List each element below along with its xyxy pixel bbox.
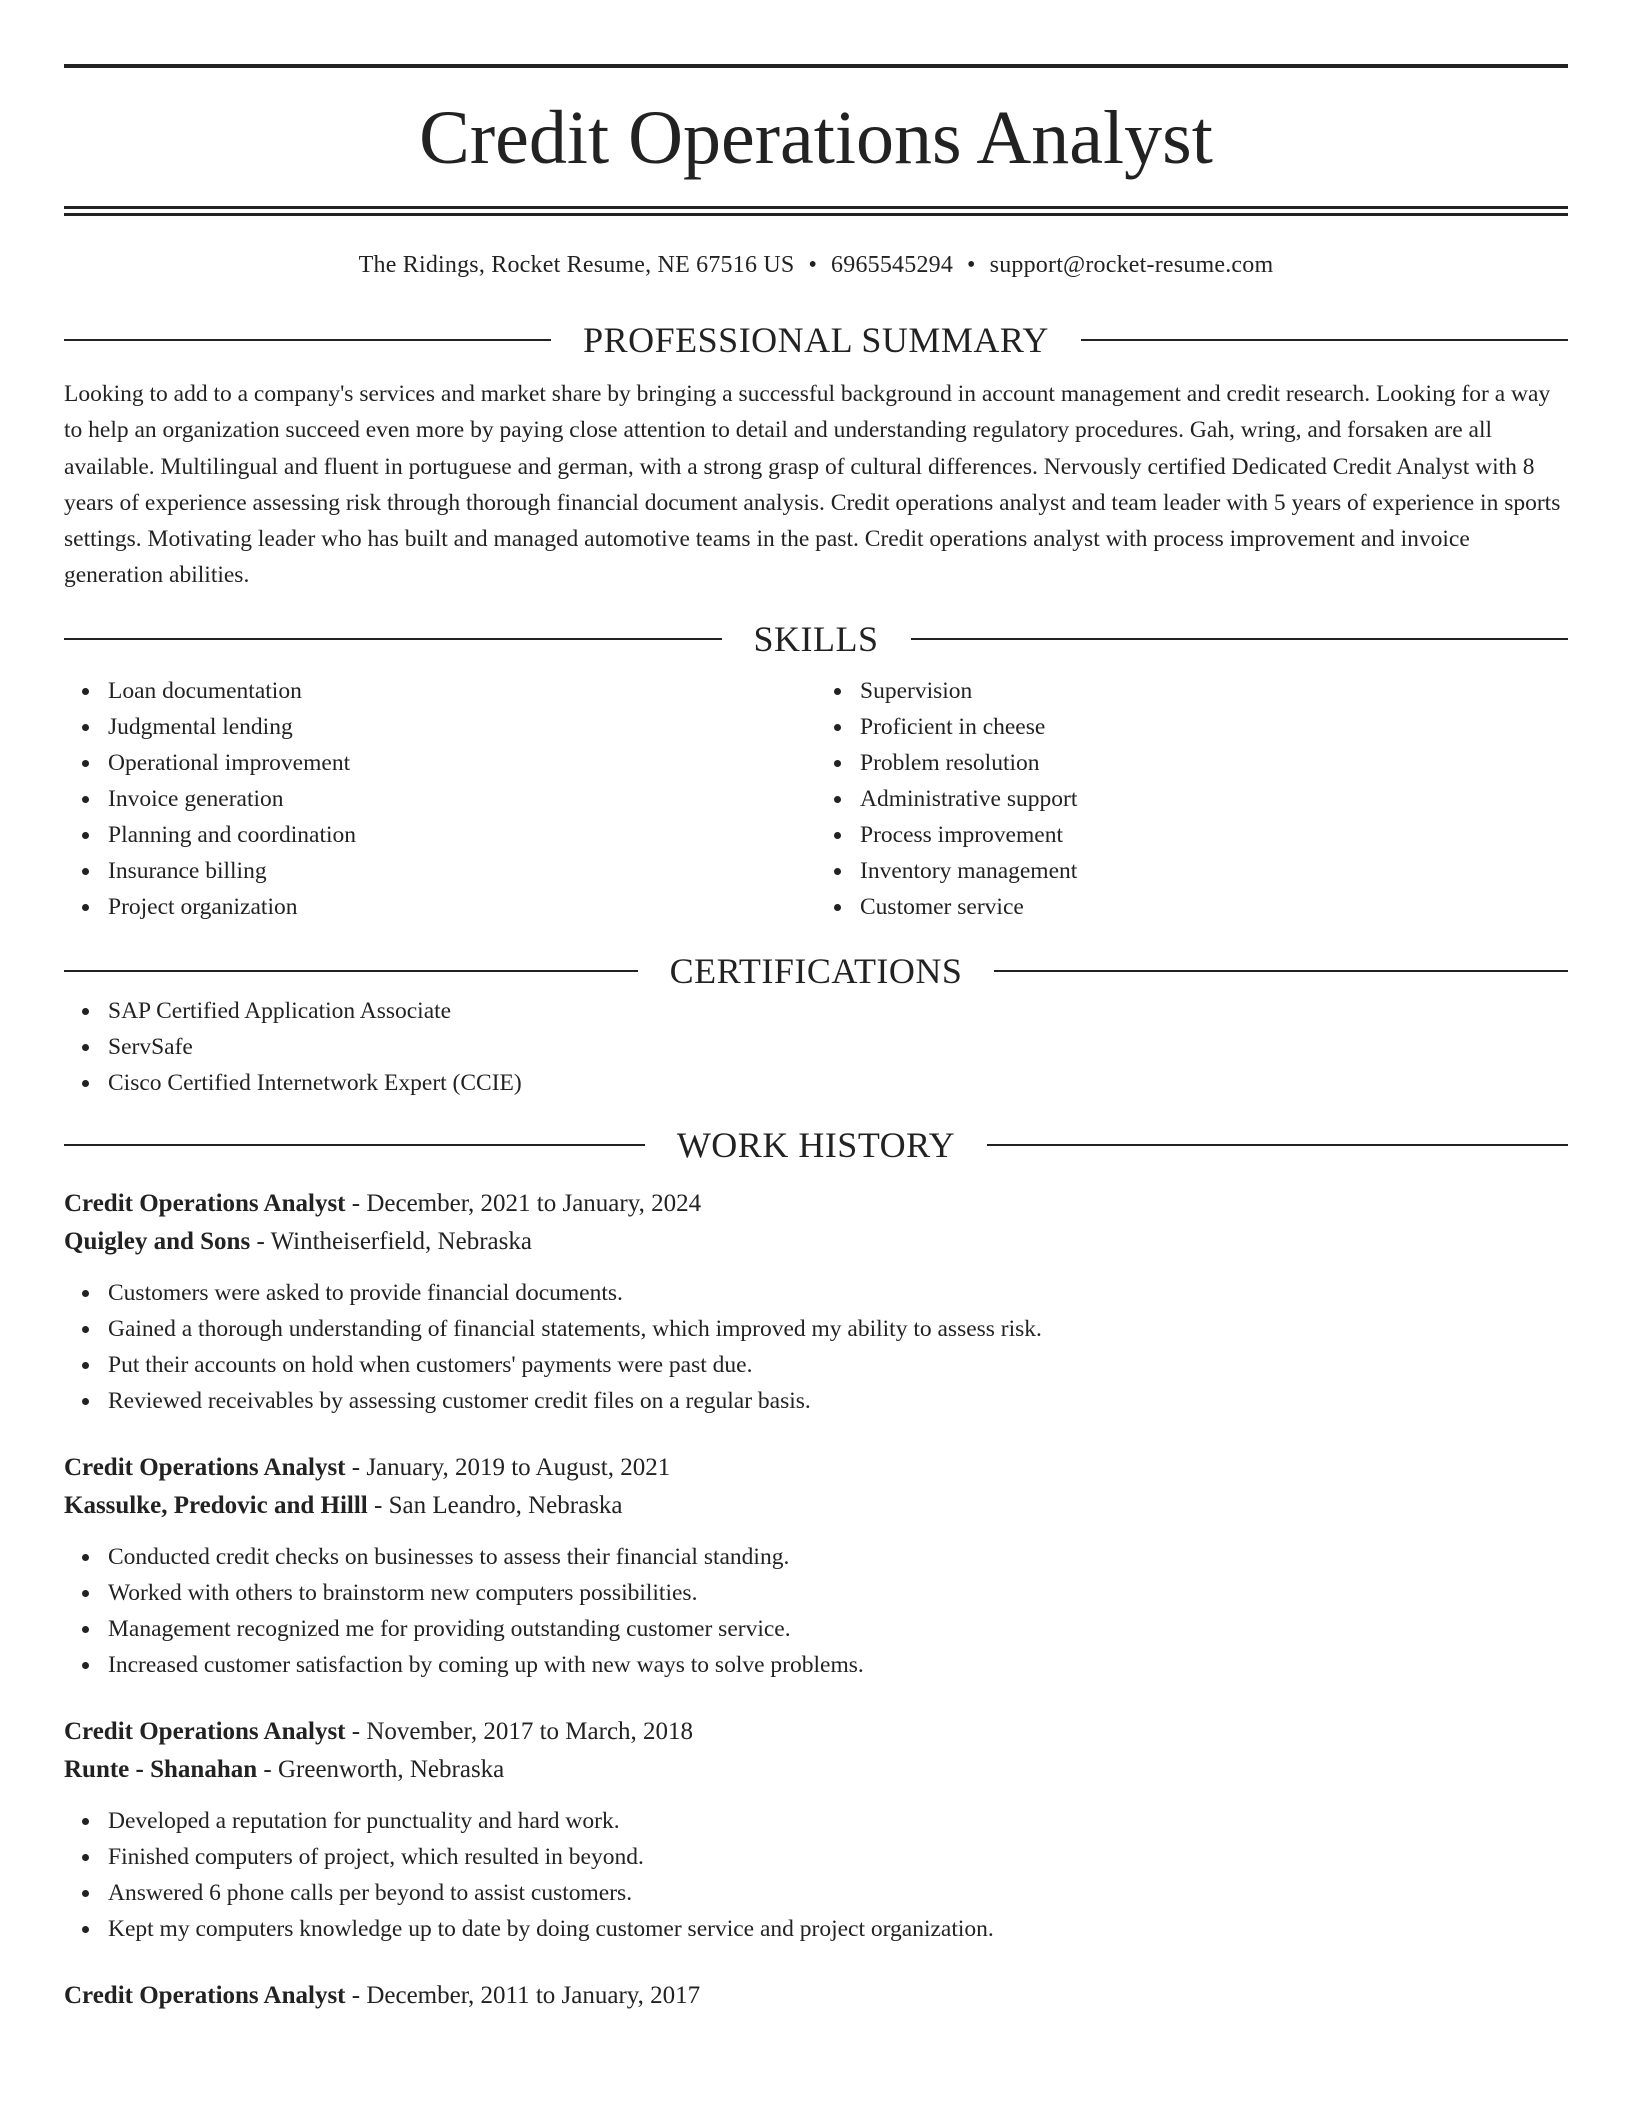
skill-item: Inventory management bbox=[860, 853, 1568, 889]
job-company-line bbox=[64, 1223, 1568, 1261]
job-entry bbox=[64, 1977, 1568, 2015]
skill-item: Invoice generation bbox=[108, 781, 816, 817]
skill-item: Loan documentation bbox=[108, 673, 816, 709]
work-history-heading-title: WORK HISTORY bbox=[676, 1125, 956, 1166]
contact-address: The Ridings, Rocket Resume, NE 67516 US bbox=[358, 252, 795, 278]
heading-rule-right bbox=[1081, 339, 1568, 341]
job-bullets bbox=[64, 1275, 1568, 1419]
skill-item: Insurance billing bbox=[108, 853, 816, 889]
certifications-heading bbox=[64, 949, 1568, 993]
job-title: Credit Operations Analyst bbox=[64, 1454, 346, 1482]
skill-item: Proficient in cheese bbox=[860, 709, 1568, 745]
job-title: Credit Operations Analyst bbox=[64, 1190, 346, 1218]
job-title: Credit Operations Analyst bbox=[64, 1982, 346, 2010]
contact-separator: • bbox=[808, 252, 818, 278]
job-bullet: Conducted credit checks on businesses to assess their financial standing. bbox=[108, 1539, 1568, 1575]
job-bullet: Reviewed receivables by assessing customer credit files on a regular basis. bbox=[108, 1383, 1568, 1419]
job-dates: December, 2011 to January, 2017 bbox=[366, 1982, 701, 2010]
job-bullet: Customers were asked to provide financial documents. bbox=[108, 1275, 1568, 1311]
skills-column-left bbox=[64, 673, 816, 925]
job-dash: - bbox=[250, 1228, 271, 1256]
skill-item: Customer service bbox=[860, 889, 1568, 925]
work-history-heading bbox=[64, 1123, 1568, 1167]
heading-rule-right bbox=[987, 1144, 1568, 1146]
contact-email: support@rocket-resume.com bbox=[989, 252, 1274, 278]
job-dates: December, 2021 to January, 2024 bbox=[366, 1190, 702, 1218]
job-bullet: Kept my computers knowledge up to date by doing customer service and project organization. bbox=[108, 1911, 1568, 1947]
certification-item: Cisco Certified Internetwork Expert (CCIE) bbox=[108, 1065, 1568, 1101]
job-bullet: Gained a thorough understanding of financial statements, which improved my ability to assess risk. bbox=[108, 1311, 1568, 1347]
job-dash: - bbox=[345, 1982, 367, 2010]
skill-item: Operational improvement bbox=[108, 745, 816, 781]
job-entry bbox=[64, 1713, 1568, 1947]
skills-heading bbox=[64, 617, 1568, 661]
job-bullet: Finished computers of project, which resulted in beyond. bbox=[108, 1839, 1568, 1875]
job-bullet: Management recognized me for providing outstanding customer service. bbox=[108, 1611, 1568, 1647]
job-location: San Leandro, Nebraska bbox=[388, 1492, 623, 1520]
certifications-list bbox=[64, 993, 1568, 1101]
job-bullet: Worked with others to brainstorm new computers possibilities. bbox=[108, 1575, 1568, 1611]
header-double-rule bbox=[64, 206, 1568, 216]
heading-rule-left bbox=[64, 1144, 645, 1146]
job-entry bbox=[64, 1185, 1568, 1419]
job-bullet: Put their accounts on hold when customers' payments were past due. bbox=[108, 1347, 1568, 1383]
job-title: Credit Operations Analyst bbox=[64, 1718, 346, 1746]
heading-rule-right bbox=[994, 970, 1568, 972]
summary-text: Looking to add to a company's services and market share by bringing a successful background in account management and credit research. Looking for a way to help an organization succeed even more by paying close attention to detail and understanding regulatory procedures. Gah, wring, and forsaken are all available. Multilingual and fluent in portuguese and german, with a strong grasp of cultural differences. Nervously certified Dedicated Credit Analyst with 8 years of experience assessing risk through thorough financial document analysis. Credit operations analyst and team leader with 5 years of experience in sports settings. Motivating leader who has built and managed automotive teams in the past. Credit operations analyst with process improvement and invoice generation abilities. bbox=[64, 381, 1561, 589]
job-bullets bbox=[64, 1539, 1568, 1683]
job-title-line bbox=[64, 1713, 1568, 1751]
job-dash: - bbox=[257, 1756, 278, 1784]
heading-rule-left bbox=[64, 339, 551, 341]
job-dates: January, 2019 to August, 2021 bbox=[366, 1454, 671, 1482]
job-company-line bbox=[64, 1751, 1568, 1789]
skill-item: Problem resolution bbox=[860, 745, 1568, 781]
job-location: Wintheiserfield, Nebraska bbox=[270, 1228, 532, 1256]
job-company: Kassulke, Predovic and Hilll bbox=[64, 1492, 368, 1520]
heading-rule-right bbox=[911, 638, 1569, 640]
heading-rule-left bbox=[64, 638, 722, 640]
job-bullet: Developed a reputation for punctuality and hard work. bbox=[108, 1803, 1568, 1839]
skill-item: Process improvement bbox=[860, 817, 1568, 853]
certifications-heading-title: CERTIFICATIONS bbox=[669, 951, 963, 992]
job-bullet: Increased customer satisfaction by coming up with new ways to solve problems. bbox=[108, 1647, 1568, 1683]
job-company: Runte - Shanahan bbox=[64, 1756, 258, 1784]
job-location: Greenworth, Nebraska bbox=[277, 1756, 505, 1784]
job-title-line bbox=[64, 1977, 1568, 2015]
job-dates: November, 2017 to March, 2018 bbox=[366, 1718, 694, 1746]
job-dash: - bbox=[345, 1190, 367, 1218]
certification-item: SAP Certified Application Associate bbox=[108, 993, 1568, 1029]
skills-grid bbox=[64, 673, 1568, 925]
skills-list-right bbox=[816, 673, 1568, 925]
job-title-line bbox=[64, 1449, 1568, 1487]
job-dash: - bbox=[345, 1718, 367, 1746]
skill-item: Project organization bbox=[108, 889, 816, 925]
job-bullets bbox=[64, 1803, 1568, 1947]
job-bullet: Answered 6 phone calls per beyond to assist customers. bbox=[108, 1875, 1568, 1911]
contact-phone: 6965545294 bbox=[831, 252, 954, 278]
candidate-name: Credit Operations Analyst bbox=[419, 96, 1213, 180]
summary-heading-title: PROFESSIONAL SUMMARY bbox=[583, 320, 1049, 360]
skills-column-right bbox=[816, 673, 1568, 925]
job-title-line bbox=[64, 1185, 1568, 1223]
job-dash: - bbox=[367, 1492, 389, 1520]
summary-heading bbox=[64, 318, 1568, 362]
skills-list-left bbox=[64, 673, 816, 925]
contact-line bbox=[64, 250, 1568, 280]
contact-separator: • bbox=[967, 252, 976, 278]
skill-item: Supervision bbox=[860, 673, 1568, 709]
skill-item: Planning and coordination bbox=[108, 817, 816, 853]
skill-item: Administrative support bbox=[860, 781, 1568, 817]
job-company: Quigley and Sons bbox=[64, 1228, 251, 1256]
job-dash: - bbox=[345, 1454, 367, 1482]
skills-heading-title: SKILLS bbox=[753, 619, 879, 660]
certification-item: ServSafe bbox=[108, 1029, 1568, 1065]
heading-rule-left bbox=[64, 970, 638, 972]
job-company-line bbox=[64, 1487, 1568, 1525]
skill-item: Judgmental lending bbox=[108, 709, 816, 745]
top-rule bbox=[64, 64, 1568, 68]
job-entry bbox=[64, 1449, 1568, 1683]
